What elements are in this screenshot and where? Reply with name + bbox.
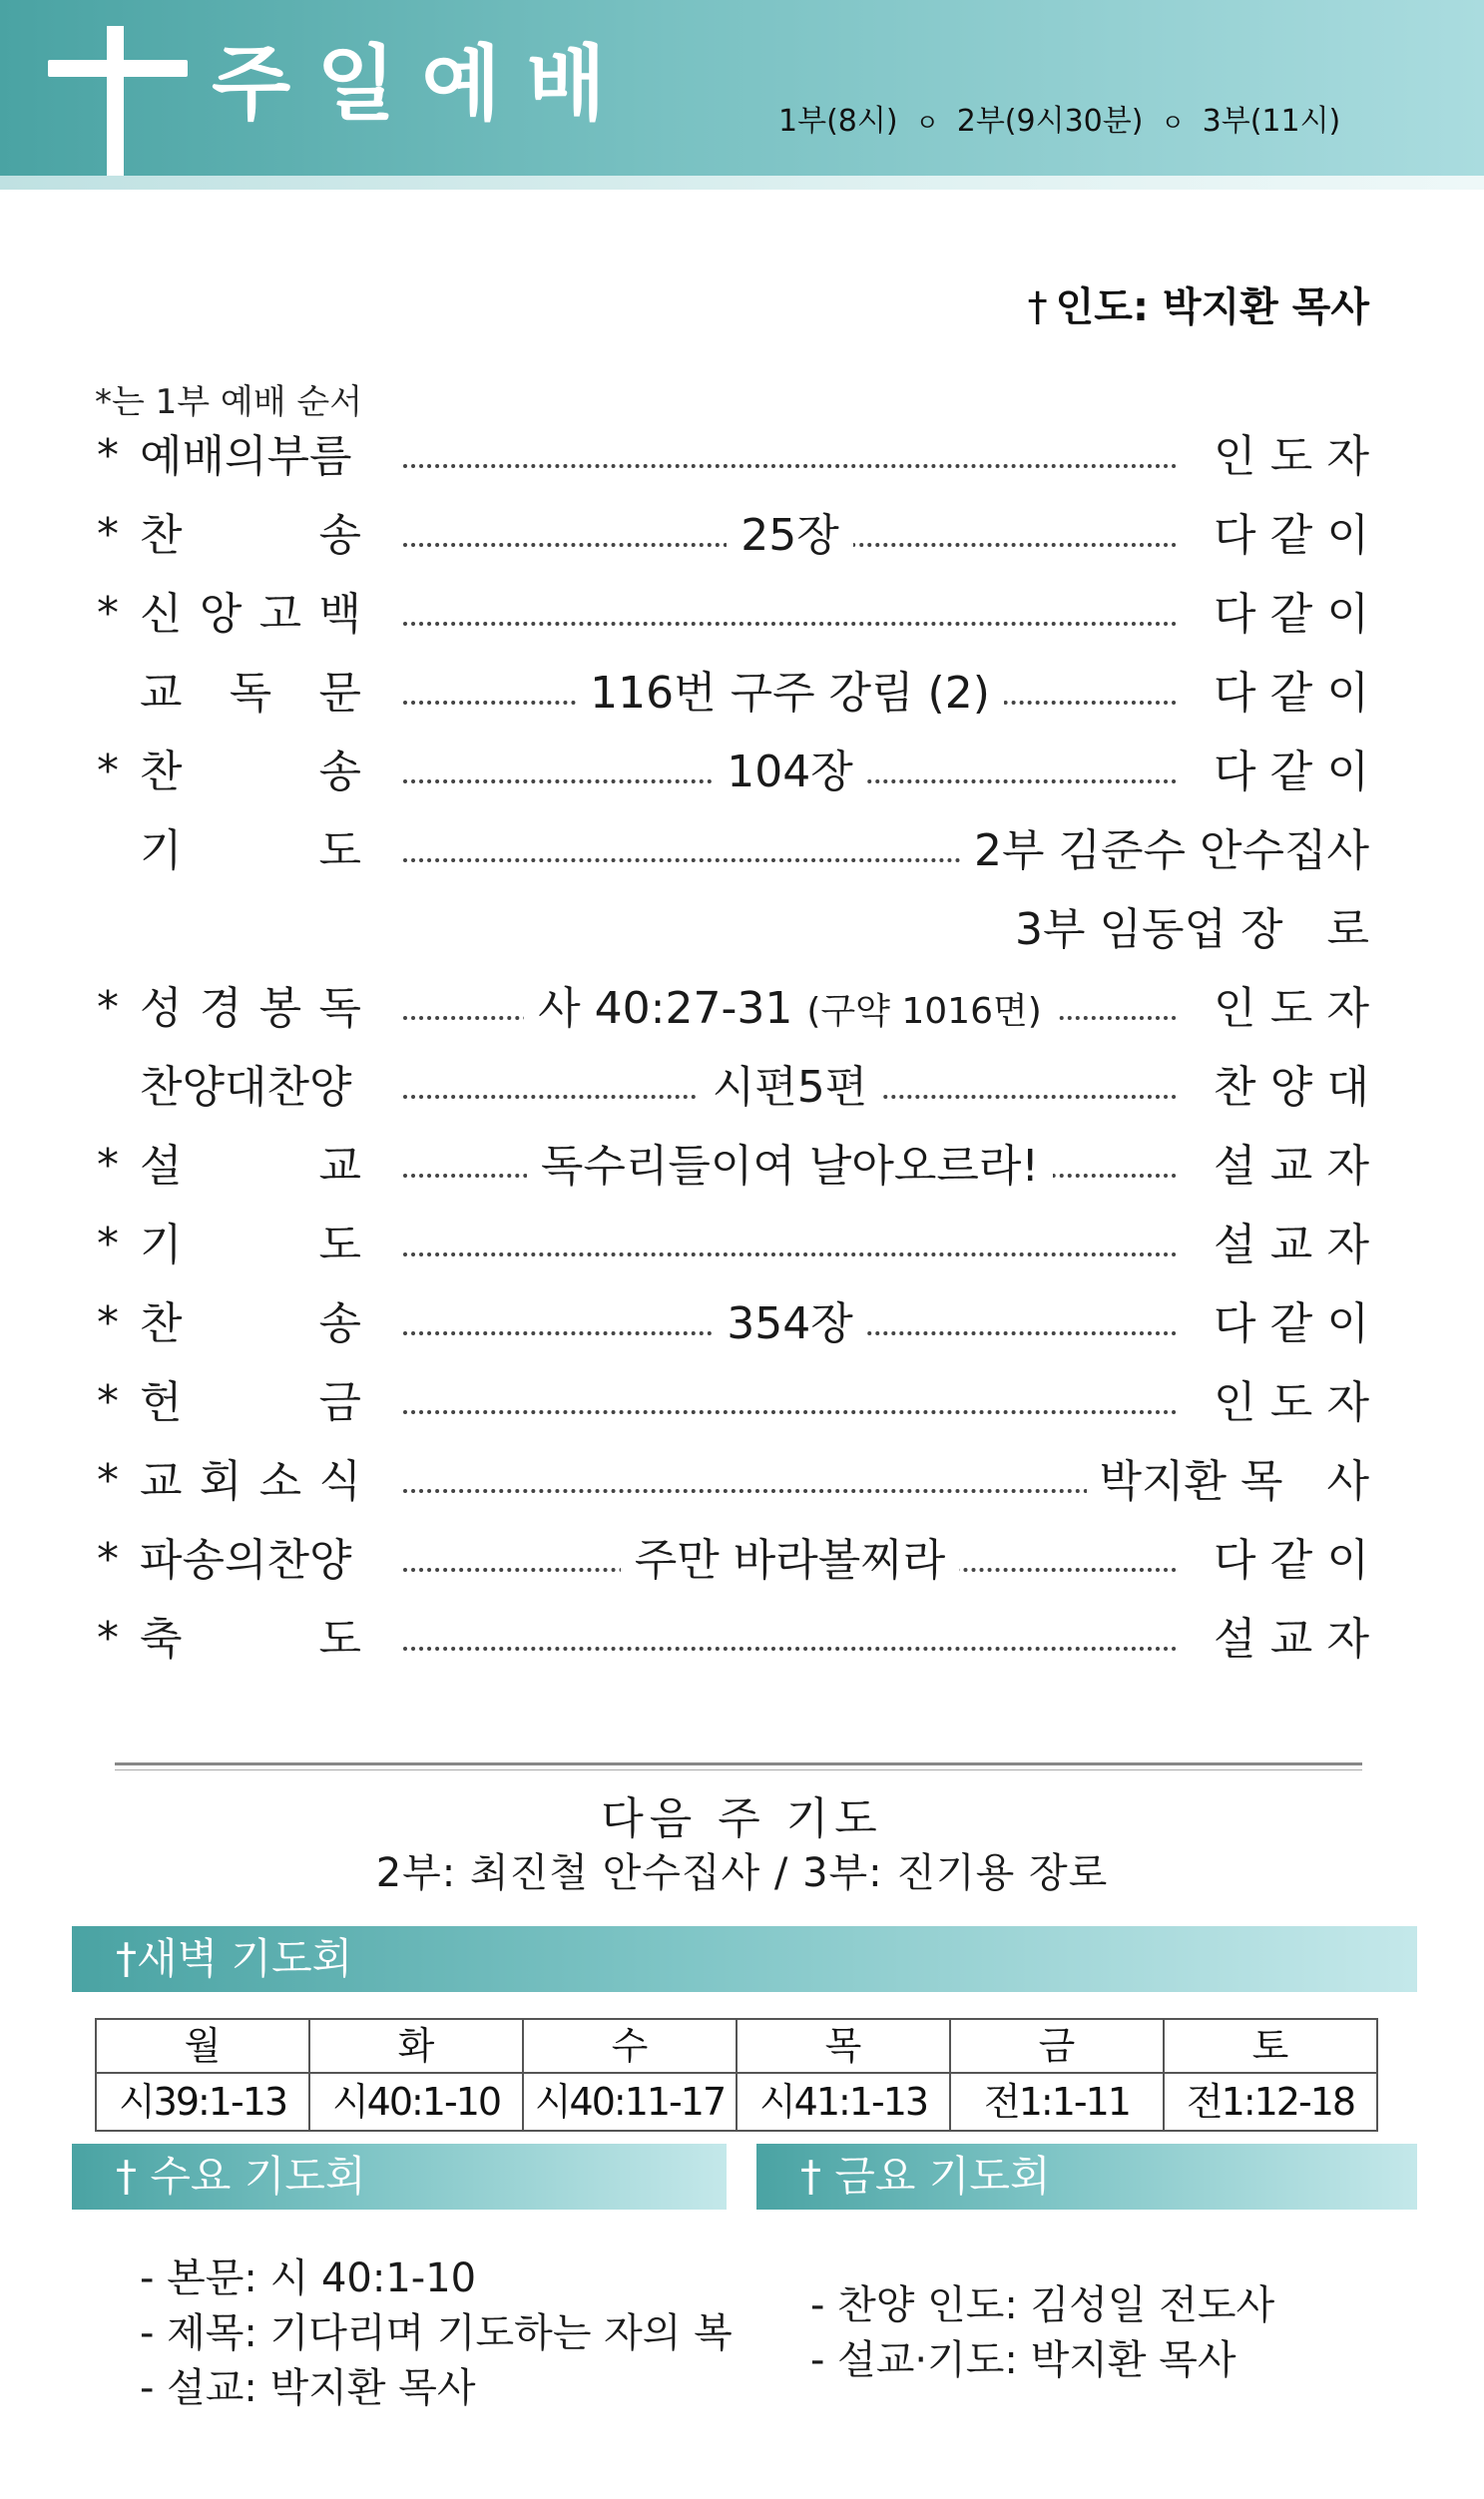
order-item-name [140,501,361,571]
table-header-cell: 목 [737,2019,950,2073]
order-item-person-char: 교 [1269,1614,1313,1665]
order-item-name [140,1447,361,1517]
friday-prayer-header: † 금요 기도회 [756,2144,1417,2210]
order-item-detail [403,1140,1177,1194]
order-item-person [1087,1455,1369,1509]
order-item-name-part: 예배의부름 [140,431,352,482]
wednesday-prayer-list [140,2251,733,2416]
order-item-person-char: 자 [1326,1141,1369,1192]
order-item-name-part: 설 [140,1141,183,1192]
order-item-detail [403,982,1177,1039]
order-item-person-char: 자 [1326,431,1369,482]
order-item-person-char: 대 [1326,1062,1369,1113]
order-item-name-part: 회 [199,1456,243,1507]
order-row [0,738,1484,807]
service-time-1: 1부(8시) [778,104,898,139]
list-item: - 설교·기도: 박지환 목사 [810,2337,1237,2383]
order-item-person [1214,746,1369,799]
order-row [0,974,1484,1044]
order-item-name-part: 찬양대찬양 [140,1062,352,1113]
order-item-person [1214,1061,1369,1115]
order-item-detail [403,1061,1177,1115]
order-item-person [1214,430,1369,484]
page-title: 주일예배 [212,37,632,132]
order-item-person [1214,667,1369,721]
order-row [0,1053,1484,1123]
order-row [0,1211,1484,1280]
order-item-name [140,422,361,492]
order-item-name-part: 봉 [258,983,302,1034]
wednesday-prayer-header: † 수요 기도회 [72,2144,727,2210]
order-item-person [1214,1297,1369,1351]
order-item-person-char: 인 [1214,1377,1256,1428]
list-item: - 설교: 박지환 목사 [140,2365,476,2411]
order-item-person [962,824,1369,878]
asterisk-icon: * [97,1455,119,1506]
asterisk-icon: * [97,1219,119,1269]
asterisk-icon: * [97,509,119,560]
asterisk-icon: * [97,1376,119,1427]
list-item: - 제목: 기다리며 기도하는 자의 복 [140,2310,733,2356]
order-item-name [140,1289,361,1359]
cross-icon [107,26,124,190]
asterisk-icon: * [97,588,119,639]
order-item-detail-text: 사 40:27-31 [538,983,793,1034]
service-time-2: 2부(9시30분) [956,104,1144,139]
order-item-person [1003,903,1369,957]
order-row [0,816,1484,886]
next-prayer-title: 다음 주 기도 [601,1793,883,1844]
separator-icon: ㅇ [1161,109,1185,137]
order-item-name-part: 찬 [140,747,183,797]
order-item-name-part: 교 [140,1456,183,1507]
order-item-name [140,580,361,650]
order-item-person [1214,1613,1369,1667]
header-banner [0,0,1484,176]
order-item-name [140,738,361,807]
dagger-icon: † [1027,284,1048,330]
order-item-name-part: 송 [318,1298,361,1349]
order-item-person-char: 설 [1214,1141,1256,1192]
table-header-cell: 금 [950,2019,1164,2073]
dawn-prayer-header: †새벽 기도회 [72,1926,1417,1992]
order-item-person-char: 이 [1326,668,1369,719]
table-header-row [96,2019,1377,2073]
order-item-person-char: 교 [1269,1220,1313,1270]
order-item-person-char: 도 [1269,983,1313,1034]
order-item-name-part: 교 [318,1141,361,1192]
order-item-person [1214,982,1369,1036]
order-item-person-char: 같 [1269,747,1313,797]
order-row [0,580,1484,650]
asterisk-icon: * [97,1613,119,1664]
table-cell: 전1:12-18 [1164,2073,1377,2131]
dawn-prayer-table [95,2018,1378,2132]
order-item-name-part: 독 [318,983,361,1034]
order-item-person [1214,1376,1369,1430]
order-item-person-char: 다 [1214,668,1256,719]
friday-prayer-list [810,2278,1274,2388]
asterisk-icon: * [97,1140,119,1191]
order-item-name [140,1605,361,1675]
order-item-person-char: 같 [1269,1298,1313,1349]
order-item-person-char: 교 [1269,1141,1313,1192]
table-header-cell: 화 [309,2019,523,2073]
order-item-name [140,659,361,729]
order-row [0,659,1484,729]
order-item-person-char: 같 [1269,589,1313,640]
order-item-name-part: 찬 [140,510,183,561]
service-times [778,96,1377,140]
dotted-leader [403,1647,1177,1651]
order-item-name-part: 송 [318,510,361,561]
order-item-person-char: 자 [1326,983,1369,1034]
next-prayer-names: 2부: 최진철 안수집사 / 3부: 진기용 장로 [375,1850,1109,1896]
order-item-name-part: 백 [318,589,361,640]
service-time-3: 3부(11시) [1202,104,1341,139]
order-item-person-char: 같 [1269,668,1313,719]
order-item-person-text: 박지환 목 사 [1087,1456,1369,1507]
order-item-detail [403,1534,1177,1588]
order-item-name-part: 문 [318,668,361,719]
order-item-person-char: 도 [1269,1377,1313,1428]
order-item-name [140,974,361,1044]
asterisk-icon: * [97,982,119,1033]
table-cell: 시40:11-17 [523,2073,737,2131]
order-item-detail-text: 주만 바라볼찌라 [634,1535,946,1586]
asterisk-icon: * [97,430,119,481]
order-item-person-char: 찬 [1214,1062,1256,1113]
list-item: - 본문: 시 40:1-10 [140,2255,477,2301]
order-item-detail-text: 354장 [727,1298,853,1349]
order-item-person-text: 2부 김준수 안수집사 [962,825,1369,876]
order-row [0,1605,1484,1675]
order-item-person-char: 자 [1326,1220,1369,1270]
list-item: - 찬양 인도: 김성일 전도사 [810,2282,1275,2328]
order-item-detail-text: 독수리들이여 날아오르라! [540,1141,1040,1192]
dotted-leader [403,1489,1177,1493]
order-item-name-part: 헌 [140,1377,183,1428]
order-item-person-char: 이 [1326,510,1369,561]
dotted-leader [403,464,1177,468]
order-item-name-part: 금 [318,1377,361,1428]
order-row [0,1368,1484,1438]
order-item-name [140,1368,361,1438]
order-item-name-part: 소 [258,1456,302,1507]
order-item-detail [403,509,1177,563]
order-item-person-char: 다 [1214,747,1256,797]
order-item-name [140,816,361,886]
order-item-person-char: 자 [1326,1614,1369,1665]
order-row [0,1447,1484,1517]
order-item-detail-text: 116번 구주 강림 (2) [590,668,990,719]
table-row [96,2073,1377,2131]
order-item-person [1214,1140,1369,1194]
order-note: *는 1부 예배 순서 [95,382,363,422]
table-header-cell: 수 [523,2019,737,2073]
order-item-name-part: 기 [140,825,183,876]
order-row [0,1526,1484,1596]
order-item-person-char: 도 [1269,431,1313,482]
order-item-detail-note: (구약 1016면) [806,991,1042,1032]
order-item-name-part: 송 [318,747,361,797]
order-item-name-part: 독 [229,668,272,719]
order-item-person [1214,1534,1369,1588]
asterisk-icon: * [97,746,119,796]
order-item-person-char: 다 [1214,1298,1256,1349]
header-stripe [0,176,1484,190]
order-item-person-char: 같 [1269,1535,1313,1586]
order-item-person-char: 인 [1214,431,1256,482]
order-row [0,501,1484,571]
order-item-detail-text: 104장 [727,747,853,797]
order-item-person-char: 다 [1214,589,1256,640]
order-item-person-char: 같 [1269,510,1313,561]
order-row [0,1289,1484,1359]
separator-icon: ㅇ [915,109,939,137]
order-item-name-part: 파송의찬양 [140,1535,352,1586]
order-item-name-part: 신 [140,589,183,640]
order-item-person-char: 이 [1326,747,1369,797]
dotted-leader [403,1410,1177,1414]
order-item-name-part: 도 [318,1614,361,1665]
order-item-name-part: 도 [318,1220,361,1270]
order-item-person-char: 다 [1214,510,1256,561]
divider [115,1762,1362,1770]
order-item-person-char: 이 [1326,1535,1369,1586]
order-item-name [140,1211,361,1280]
order-row [0,422,1484,492]
order-item-name-part: 식 [318,1456,361,1507]
order-item-person-char: 이 [1326,589,1369,640]
table-cell: 시40:1-10 [309,2073,523,2131]
order-item-name [140,1053,361,1123]
order-item-person-char: 이 [1326,1298,1369,1349]
order-item-name [140,1132,361,1202]
order-item-detail [403,1297,1177,1351]
order-item-detail [403,746,1177,799]
order-item-name-part: 도 [318,825,361,876]
table-header-cell: 월 [96,2019,309,2073]
cross-icon-bar [48,60,188,77]
order-item-name-part: 고 [258,589,302,640]
table-cell: 시41:1-13 [737,2073,950,2131]
order-item-name [140,1526,361,1596]
table-cell: 시39:1-13 [96,2073,309,2131]
table-cell: 전1:1-11 [950,2073,1164,2131]
dotted-leader [403,1252,1177,1256]
order-row [0,895,1484,965]
order-item-person [1214,588,1369,642]
order-row [0,1132,1484,1202]
order-item-name-part: 찬 [140,1298,183,1349]
asterisk-icon: * [97,1297,119,1348]
asterisk-icon: * [97,1534,119,1585]
table-header-cell: 토 [1164,2019,1377,2073]
order-item-person-text: 3부 임동업 장 로 [1003,904,1369,955]
order-item-person-char: 자 [1326,1377,1369,1428]
order-item-name-part: 기 [140,1220,183,1270]
dotted-leader [403,622,1177,626]
order-item-name-part: 성 [140,983,183,1034]
leader-text: 인도: 박지환 목사 [1055,284,1369,330]
order-item-person-char: 설 [1214,1614,1256,1665]
order-item-person-char: 양 [1269,1062,1313,1113]
order-item-name-part: 교 [140,668,183,719]
order-item-person-char: 인 [1214,983,1256,1034]
order-item-person-char: 설 [1214,1220,1256,1270]
order-item-detail-text: 시편5편 [712,1062,868,1113]
order-item-person [1214,1219,1369,1272]
order-item-detail-text: 25장 [741,510,839,561]
order-item-name-part: 앙 [199,589,243,640]
leader-line [1028,275,1369,332]
order-item-name-part: 축 [140,1614,183,1665]
order-item-detail [403,667,1177,721]
order-item-person-char: 다 [1214,1535,1256,1586]
order-item-person [1214,509,1369,563]
order-item-name-part: 경 [199,983,243,1034]
